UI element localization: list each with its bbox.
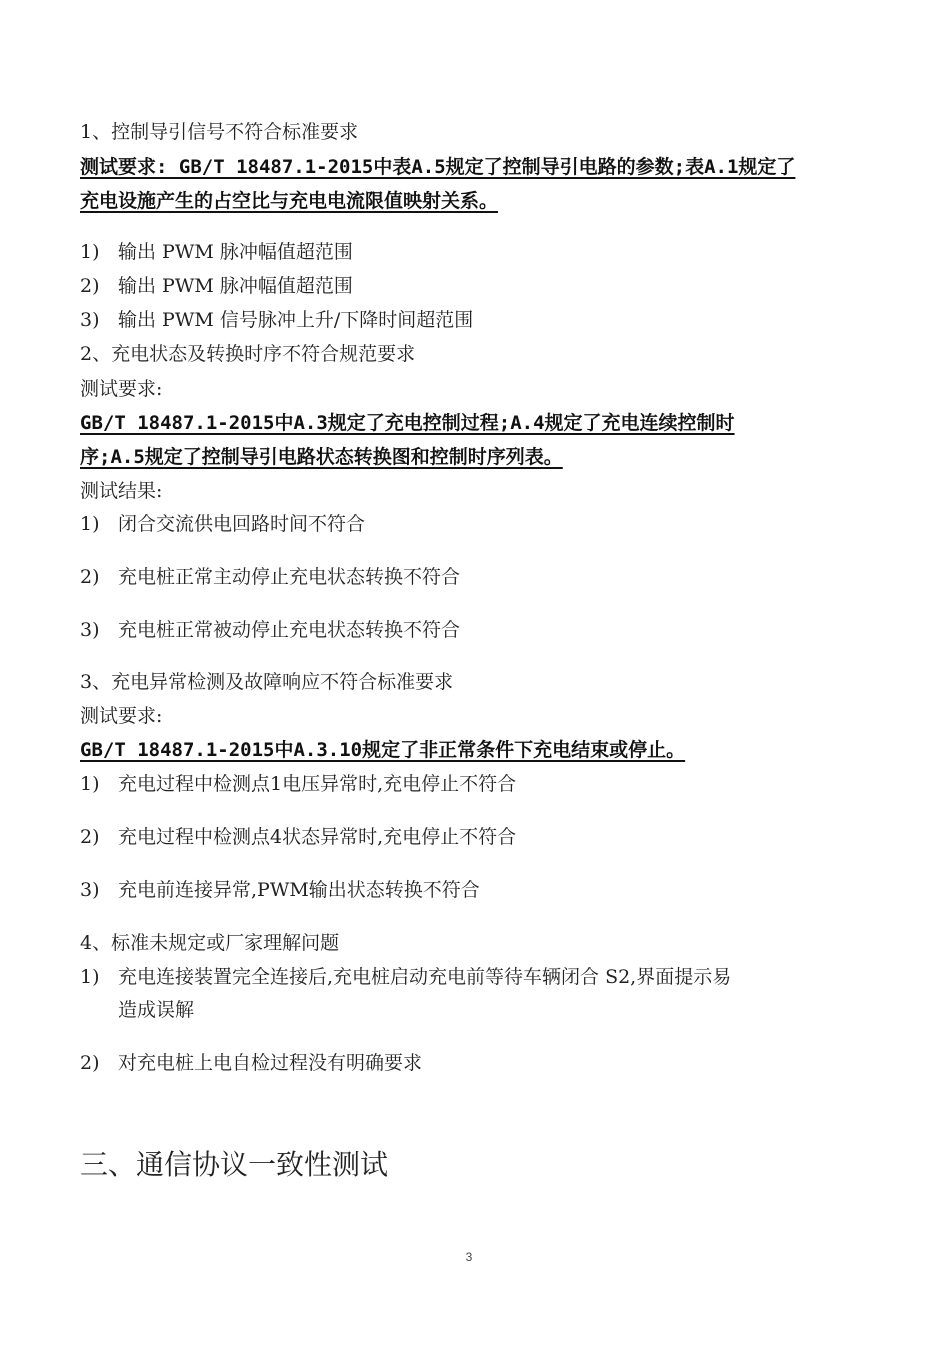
section-title: 2、充电状态及转换时序不符合规范要求 [80, 343, 416, 365]
list-item [80, 308, 473, 332]
requirement-text: 充电设施产生的占空比与充电电流限值映射关系。 [80, 190, 499, 212]
list-text: 输出 PWM 脉冲幅值超范围 [118, 241, 353, 263]
list-number: 2) [80, 566, 100, 588]
list-item [80, 772, 516, 796]
list-text: 输出 PWM 信号脉冲上升/下降时间超范围 [118, 309, 474, 331]
result-label: 测试结果: [80, 480, 163, 502]
list-text: 对充电桩上电自检过程没有明确要求 [118, 1052, 423, 1074]
list-item [80, 512, 365, 536]
list-text: 输出 PWM 脉冲幅值超范围 [118, 275, 353, 297]
list-number: 3) [80, 619, 100, 641]
list-number: 1) [80, 966, 100, 988]
requirement-text: 序;A.5规定了控制导引电路状态转换图和控制时序列表。 [80, 446, 563, 468]
list-text: 充电过程中检测点4状态异常时,充电停止不符合 [118, 826, 517, 848]
section-title: 3、充电异常检测及故障响应不符合标准要求 [80, 671, 454, 693]
section-title: 1、控制导引信号不符合标准要求 [80, 121, 359, 143]
section-title: 4、标准未规定或厂家理解问题 [80, 932, 340, 954]
list-number: 3) [80, 879, 100, 901]
list-item [80, 565, 460, 589]
list-text: 充电过程中检测点1电压异常时,充电停止不符合 [118, 773, 517, 795]
requirement-text: GB/T 18487.1-2015中A.3规定了充电控制过程;A.4规定了充电连续控制时 [80, 412, 735, 434]
list-number: 1) [80, 513, 100, 535]
requirement-text: 测试要求: GB/T 18487.1-2015中表A.5规定了控制导引电路的参数;表A.1规定了 [80, 156, 796, 178]
list-item [80, 825, 516, 849]
list-text: 充电前连接异常,PWM输出状态转换不符合 [118, 879, 480, 901]
list-item [80, 274, 353, 298]
requirement-label: 测试要求: [80, 705, 163, 727]
list-number: 2) [80, 275, 100, 297]
list-text: 充电连接装置完全连接后,充电桩启动充电前等待车辆闭合 S2,界面提示易 [118, 966, 732, 988]
list-item [80, 965, 731, 989]
list-number: 2) [80, 826, 100, 848]
page-number: 3 [465, 1250, 473, 1264]
chapter-heading: 三、通信协议一致性测试 [80, 1148, 389, 1181]
list-item [80, 618, 460, 642]
list-text: 充电桩正常主动停止充电状态转换不符合 [118, 566, 461, 588]
list-text: 充电桩正常被动停止充电状态转换不符合 [118, 619, 461, 641]
list-text-continuation: 造成误解 [118, 999, 195, 1021]
list-number: 1) [80, 241, 100, 263]
requirement-label: 测试要求: [80, 378, 163, 400]
list-item [80, 1051, 422, 1075]
requirement-text: GB/T 18487.1-2015中A.3.10规定了非正常条件下充电结束或停止。 [80, 739, 686, 761]
list-item [80, 878, 480, 902]
list-number: 2) [80, 1052, 100, 1074]
list-number: 1) [80, 773, 100, 795]
list-item [80, 240, 353, 264]
list-text: 闭合交流供电回路时间不符合 [118, 513, 366, 535]
list-number: 3) [80, 309, 100, 331]
